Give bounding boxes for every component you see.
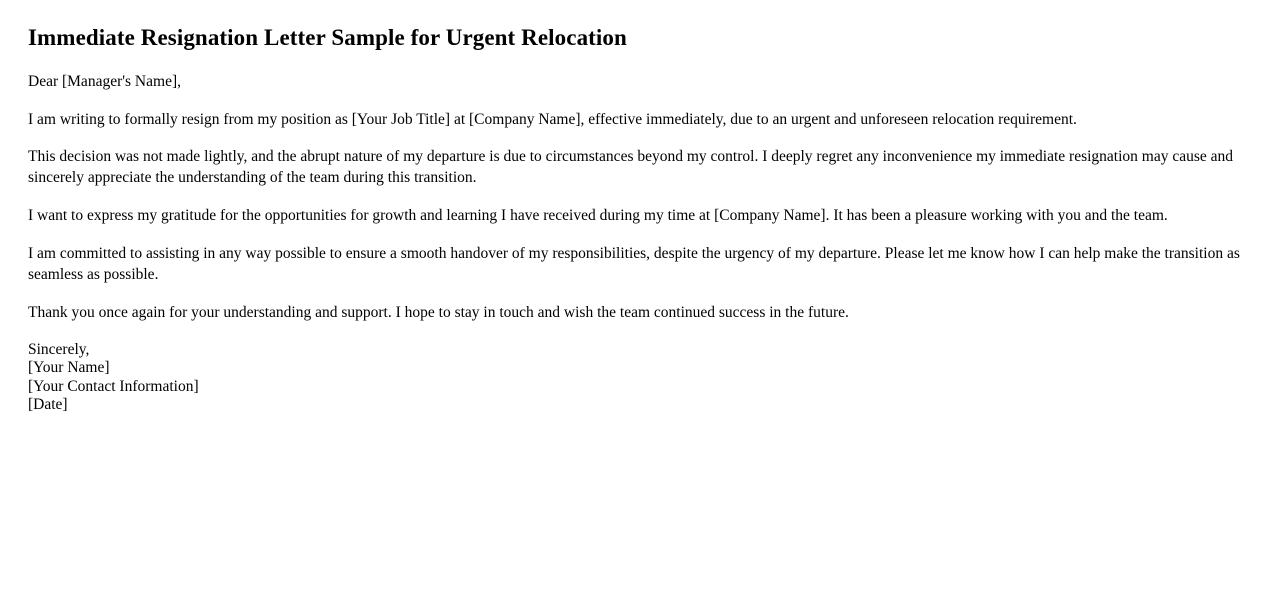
closing-date: [Date] [28,395,68,413]
page-title: Immediate Resignation Letter Sample for Urgent Relocation [28,25,627,50]
body-paragraph-1: I am writing to formally resign from my position as [Your Job Title] at [Company Name], effective immediately, due to an urgent and unforeseen relocation requirement. [28,110,1077,128]
body-paragraph-5: Thank you once again for your understanding and support. I hope to stay in touch and wish the team continued success in the future. [28,304,849,322]
closing-valediction: Sincerely, [28,340,90,358]
body-paragraph-4: I am committed to assisting in any way possible to ensure a smooth handover of my responsibilities, despite the urgency of my departure. Please let me know how I can help make the transition as seamless as possible. [28,245,1240,284]
salutation-paragraph: Dear [Manager's Name], [28,72,181,90]
body-paragraph-3: I want to express my gratitude for the opportunities for growth and learning I have received during my time at [Company Name]. It has been a pleasure working with you and the team. [28,207,1168,225]
closing-block [28,341,1250,414]
body-paragraph-2: This decision was not made lightly, and the abrupt nature of my departure is due to circumstances beyond my control. I deeply regret any inconvenience my immediate resignation may cause and sincerely appreciate the understanding of the team during this transition. [28,148,1234,187]
closing-name: [Your Name] [28,359,110,377]
closing-contact: [Your Contact Information] [28,377,199,395]
